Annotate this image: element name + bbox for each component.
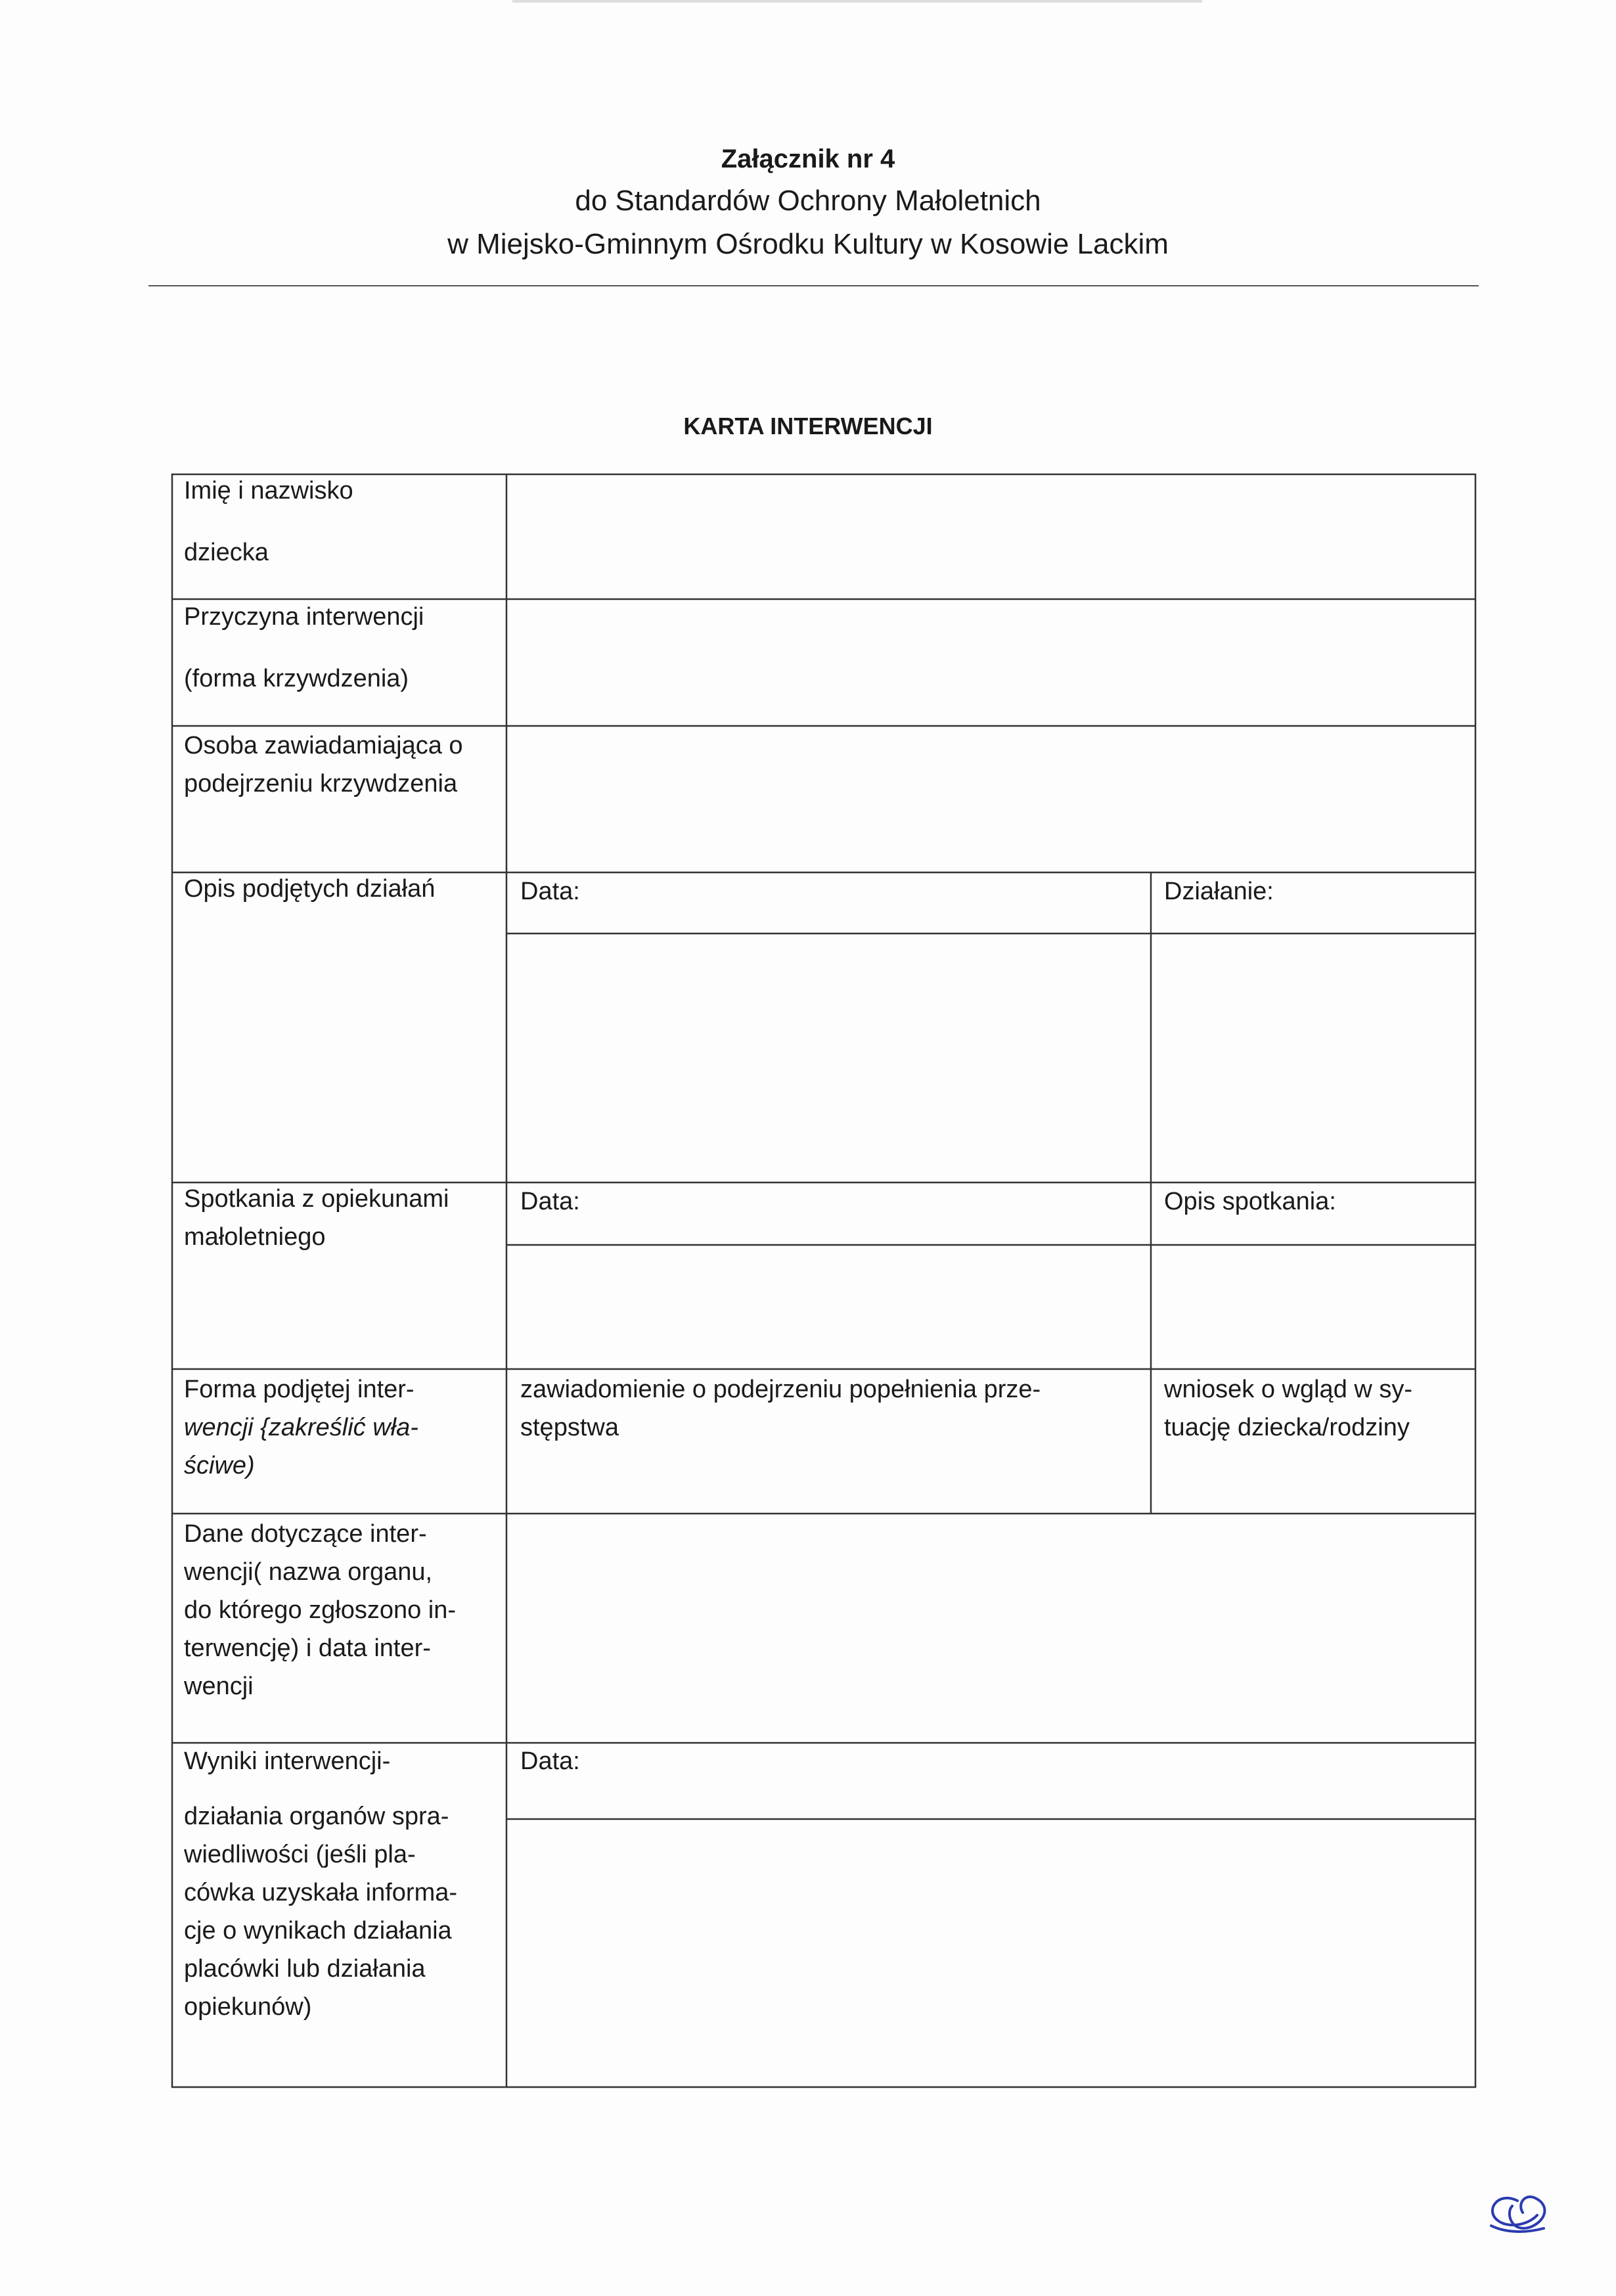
field-actions-date[interactable] [509, 936, 1149, 1181]
label-intervention-form: Forma podjętej inter- wencji {zakreślić wła- ściwe) [184, 1376, 418, 1479]
field-intervention-details[interactable] [509, 1516, 1473, 1741]
field-actions-description[interactable] [1154, 936, 1473, 1181]
annex-subtitle-line1: do Standardów Ochrony Małoletnich [575, 185, 1041, 217]
label-guardian-meetings: Spotkania z opiekunami małoletniego [184, 1185, 449, 1251]
field-child-name[interactable] [509, 477, 1473, 598]
form-title: KARTA INTERWENCJI [683, 413, 933, 439]
initials-signature-icon [1471, 2174, 1563, 2247]
meetings-date-header: Data: [520, 1188, 580, 1215]
label-intervention-details: Dane dotyczące inter- wencji( nazwa organu, do którego zgłoszono in- terwencję) i data inter- wencji [184, 1520, 457, 1700]
field-intervention-results[interactable] [509, 1822, 1473, 2084]
results-date-header: Data: [520, 1747, 580, 1775]
label-child-name: Imię i nazwisko dziecka [184, 477, 353, 566]
label-intervention-reason: Przyczyna interwencji (forma krzywdzenia) [184, 603, 424, 692]
label-reporting-person: Osoba zawiadamiająca o podejrzeniu krzywdzenia [184, 732, 463, 798]
field-reporting-person[interactable] [509, 729, 1473, 870]
actions-action-header: Działanie: [1164, 878, 1274, 905]
field-intervention-reason[interactable] [509, 602, 1473, 724]
field-results-date[interactable] [657, 1745, 1471, 1816]
field-meetings-description[interactable] [1154, 1248, 1473, 1367]
label-intervention-results: Wyniki interwencji- działania organów spra- wiedliwości (jeśli pla- cówka uzyskała informa- cje o wynikach działania placówki lub działania opiekunów) [184, 1747, 458, 2021]
field-meetings-date[interactable] [509, 1248, 1149, 1367]
annex-subtitle-line2: w Miejsko-Gminnym Ośrodku Kultury w Kosowie Lackim [447, 228, 1169, 260]
annex-title: Załącznik nr 4 [721, 145, 895, 173]
option-family-situation-request[interactable]: wniosek o wgląd w sy- tuację dziecka/rodziny [1164, 1376, 1413, 1441]
option-crime-suspicion-notice[interactable]: zawiadomienie o podejrzeniu popełnienia prze- stępstwa [520, 1376, 1041, 1441]
actions-date-header: Data: [520, 878, 580, 905]
meetings-description-header: Opis spotkania: [1164, 1188, 1336, 1215]
label-actions-taken: Opis podjętych działań [184, 875, 436, 903]
